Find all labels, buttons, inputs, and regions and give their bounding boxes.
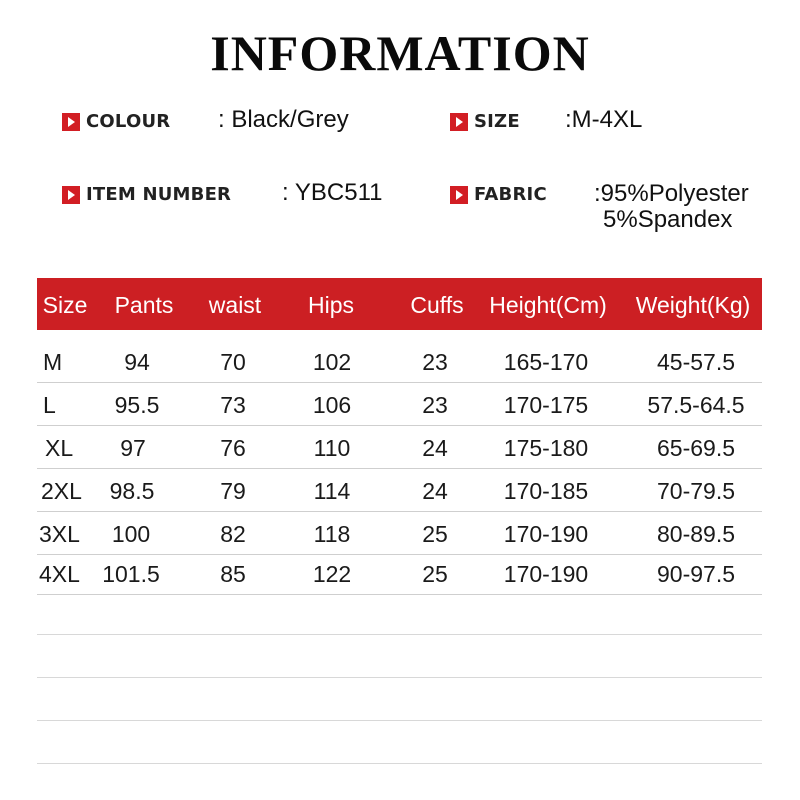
- header-weight: Weight(Kg): [635, 292, 751, 318]
- row-divider: [37, 468, 762, 469]
- cell-cuffs: 24: [422, 435, 448, 461]
- cell-pants: 94: [124, 349, 150, 375]
- empty-row-line: [37, 763, 762, 764]
- empty-row-line: [37, 634, 762, 635]
- cell-pants: 95.5: [114, 392, 160, 418]
- header-waist: waist: [208, 292, 262, 318]
- cell-height: 170-185: [503, 478, 589, 504]
- item-number-label: ITEM NUMBER: [86, 184, 232, 205]
- table-row: [37, 429, 762, 469]
- cell-hips: 102: [312, 349, 352, 375]
- cell-cuffs: 25: [422, 521, 448, 547]
- cell-pants: 97: [120, 435, 146, 461]
- cell-size: XL: [45, 435, 74, 461]
- cell-weight: 70-79.5: [656, 478, 736, 504]
- cell-cuffs: 23: [422, 349, 448, 375]
- table-row: [37, 472, 762, 512]
- play-arrow-icon: [450, 113, 468, 131]
- size-value: :M-4XL: [565, 106, 643, 133]
- cell-weight: 80-89.5: [656, 521, 736, 547]
- cell-height: 170-190: [503, 561, 589, 587]
- fabric-value-line2: 5%Spandex: [603, 206, 733, 233]
- page-title: INFORMATION: [210, 25, 590, 81]
- cell-pants: 98.5: [109, 478, 155, 504]
- empty-row-line: [37, 720, 762, 721]
- header-cuffs: Cuffs: [410, 292, 464, 318]
- cell-hips: 122: [312, 561, 352, 587]
- cell-pants: 101.5: [102, 561, 160, 587]
- cell-hips: 118: [313, 521, 351, 547]
- cell-hips: 114: [313, 478, 351, 504]
- cell-cuffs: 24: [422, 478, 448, 504]
- table-row: [37, 386, 762, 426]
- table-row: [37, 555, 762, 595]
- cell-cuffs: 23: [422, 392, 448, 418]
- cell-cuffs: 25: [422, 561, 448, 587]
- size-table-header: [37, 278, 762, 330]
- cell-weight: 57.5-64.5: [647, 392, 745, 418]
- cell-waist: 73: [220, 392, 246, 418]
- cell-waist: 76: [220, 435, 246, 461]
- colour-value: : Black/Grey: [218, 106, 349, 133]
- cell-hips: 106: [312, 392, 352, 418]
- cell-waist: 79: [220, 478, 246, 504]
- cell-height: 170-190: [503, 521, 589, 547]
- row-divider: [37, 594, 762, 595]
- cell-size: 4XL: [39, 561, 80, 587]
- cell-weight: 90-97.5: [656, 561, 736, 587]
- cell-size: 2XL: [41, 478, 82, 504]
- size-label: SIZE: [474, 111, 520, 132]
- row-divider: [37, 511, 762, 512]
- size-info: [450, 111, 520, 132]
- item-number-info: [62, 184, 231, 205]
- colour-label: COLOUR: [86, 111, 171, 132]
- cell-weight: 45-57.5: [656, 349, 736, 375]
- cell-weight: 65-69.5: [656, 435, 736, 461]
- cell-waist: 82: [220, 521, 246, 547]
- row-divider: [37, 425, 762, 426]
- cell-hips: 110: [313, 435, 351, 461]
- header-pants: Pants: [114, 292, 174, 318]
- row-divider: [37, 382, 762, 383]
- cell-size: M: [43, 349, 63, 375]
- play-arrow-icon: [62, 113, 80, 131]
- cell-height: 175-180: [503, 435, 589, 461]
- cell-size: 3XL: [39, 521, 80, 547]
- empty-row-line: [37, 677, 762, 678]
- fabric-info: [450, 184, 547, 205]
- header-height: Height(Cm): [489, 292, 607, 318]
- play-arrow-icon: [450, 186, 468, 204]
- header-size: Size: [42, 292, 88, 318]
- item-number-value: : YBC511: [282, 179, 383, 206]
- fabric-value-line1: :95%Polyester: [594, 180, 749, 207]
- header-hips: Hips: [307, 292, 355, 318]
- table-row: [37, 343, 762, 383]
- table-row: [37, 515, 762, 555]
- cell-size: L: [43, 392, 56, 418]
- fabric-label: FABRIC: [474, 184, 547, 205]
- cell-height: 165-170: [503, 349, 589, 375]
- colour-info: [62, 111, 170, 132]
- cell-waist: 70: [220, 349, 246, 375]
- cell-pants: 100: [111, 521, 151, 547]
- cell-waist: 85: [220, 561, 246, 587]
- cell-height: 170-175: [503, 392, 589, 418]
- play-arrow-icon: [62, 186, 80, 204]
